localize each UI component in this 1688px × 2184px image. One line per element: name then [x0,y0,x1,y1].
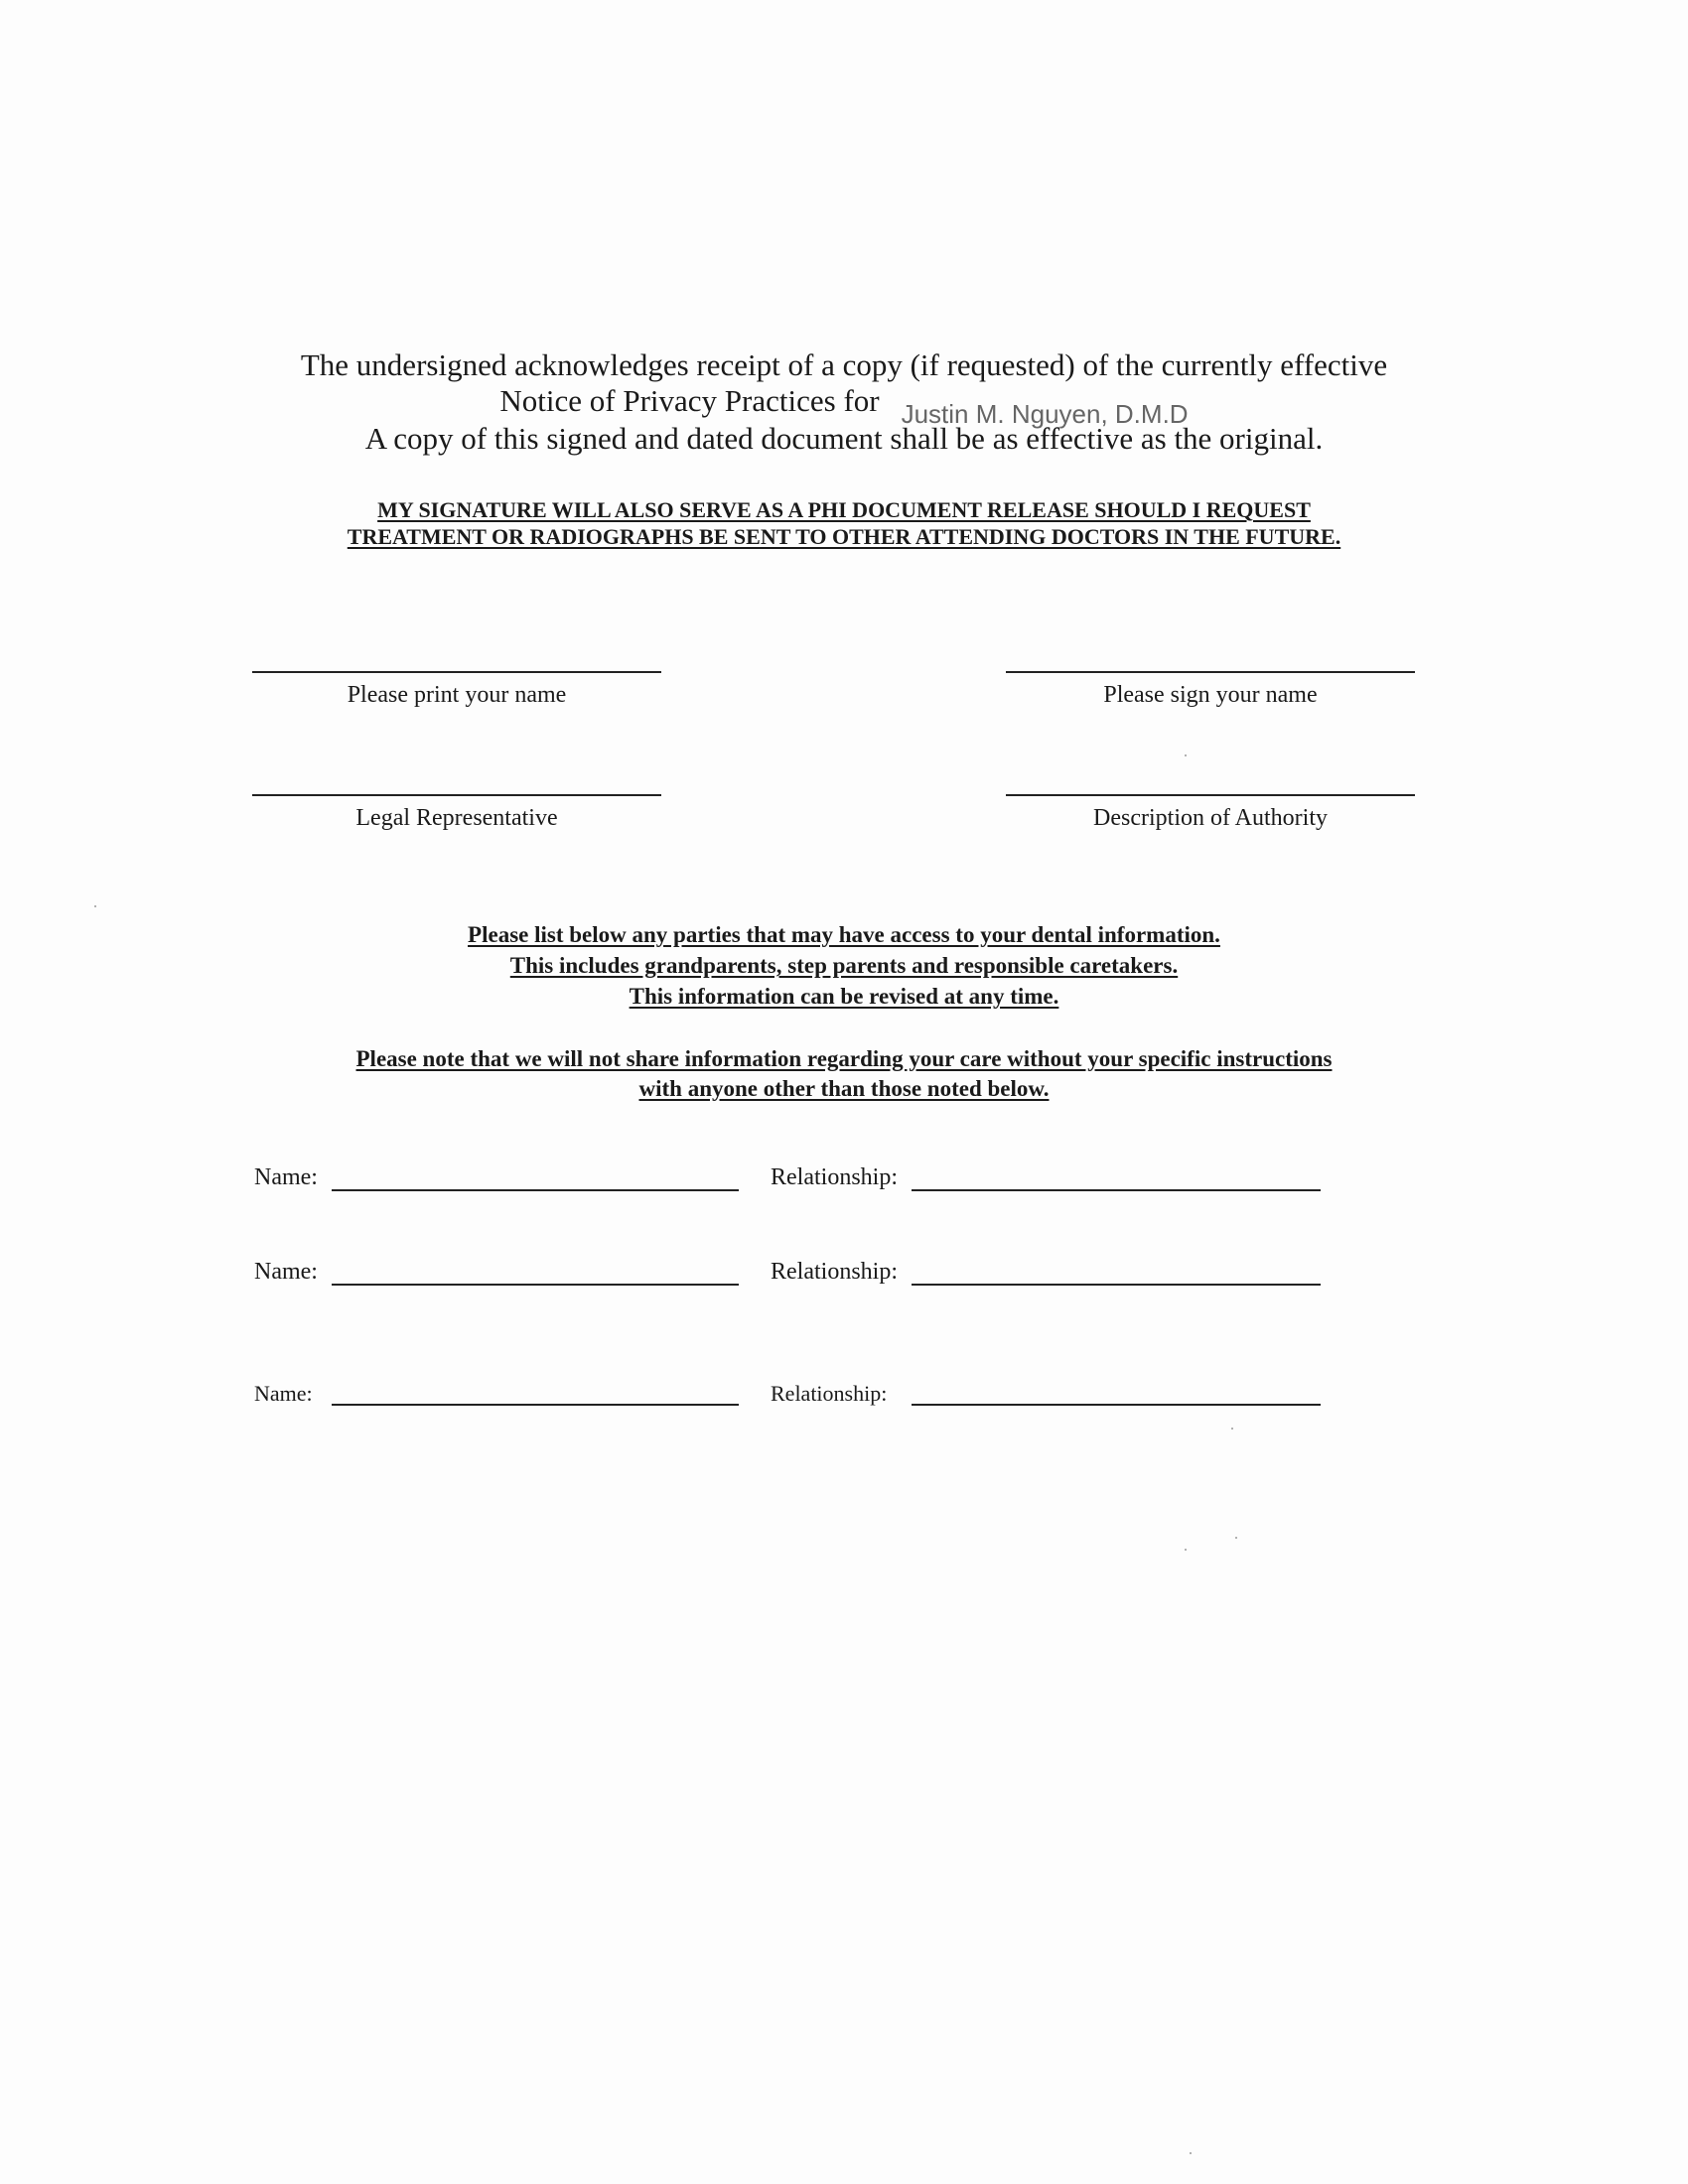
legal-representative-line [252,794,661,796]
print-name-field[interactable] [252,671,661,709]
acknowledgment-line-2 [199,383,1489,429]
contact-3-name-label: Name: [254,1381,313,1406]
print-name-line [252,671,661,673]
acknowledgment-line-3: A copy of this signed and dated document shall be as effective as the original. [364,421,1324,456]
scan-speck [94,905,96,907]
sign-name-field[interactable] [1006,671,1415,709]
legal-representative-field[interactable] [252,794,661,832]
phi-notice-line-1: MY SIGNATURE WILL ALSO SERVE AS A PHI DOCUMENT RELEASE SHOULD I REQUEST [377,497,1311,522]
legal-representative-label: Legal Representative [355,805,558,831]
scan-speck [1185,754,1187,756]
contact-3-relationship-label: Relationship: [771,1381,888,1406]
parties-notice-line-1: Please list below any parties that may have access to your dental information. [468,922,1220,947]
practice-name: Justin M. Nguyen, D.M.D [901,399,1189,429]
contact-1-name-label: Name: [254,1164,318,1190]
share-notice-line-2: with anyone other than those noted below. [638,1076,1050,1101]
print-name-label: Please print your name [347,682,567,708]
scan-speck [1185,1549,1187,1551]
contact-1-name-line[interactable] [332,1189,739,1191]
scan-speck [1231,1428,1233,1430]
scan-speck [1235,1537,1237,1539]
description-of-authority-field[interactable] [1006,794,1415,832]
description-of-authority-line [1006,794,1415,796]
contact-2-name-label: Name: [254,1259,318,1285]
contact-1-relationship-label: Relationship: [771,1164,898,1190]
share-notice-line-1: Please note that we will not share information regarding your care without your specific instructions [355,1046,1333,1071]
sign-name-line [1006,671,1415,673]
sign-name-label: Please sign your name [1103,682,1318,708]
contact-3-name-line[interactable] [332,1404,739,1406]
contact-2-name-line[interactable] [332,1284,739,1286]
acknowledgment-line-1: The undersigned acknowledges receipt of a copy (if requested) of the currently effective [300,347,1388,382]
phi-notice-line-2: TREATMENT OR RADIOGRAPHS BE SENT TO OTHER ATTENDING DOCTORS IN THE FUTURE. [347,524,1341,549]
contact-2-relationship-line[interactable] [912,1284,1321,1286]
description-of-authority-label: Description of Authority [1093,805,1328,831]
scan-speck [1190,2152,1192,2154]
contact-1-relationship-line[interactable] [912,1189,1321,1191]
contact-3-relationship-line[interactable] [912,1404,1321,1406]
contact-2-relationship-label: Relationship: [771,1259,898,1285]
parties-notice-line-3: This information can be revised at any time. [629,984,1059,1009]
acknowledgment-notice-prefix: Notice of Privacy Practices for [499,383,880,418]
parties-notice-line-2: This includes grandparents, step parents and responsible caretakers. [509,953,1179,978]
